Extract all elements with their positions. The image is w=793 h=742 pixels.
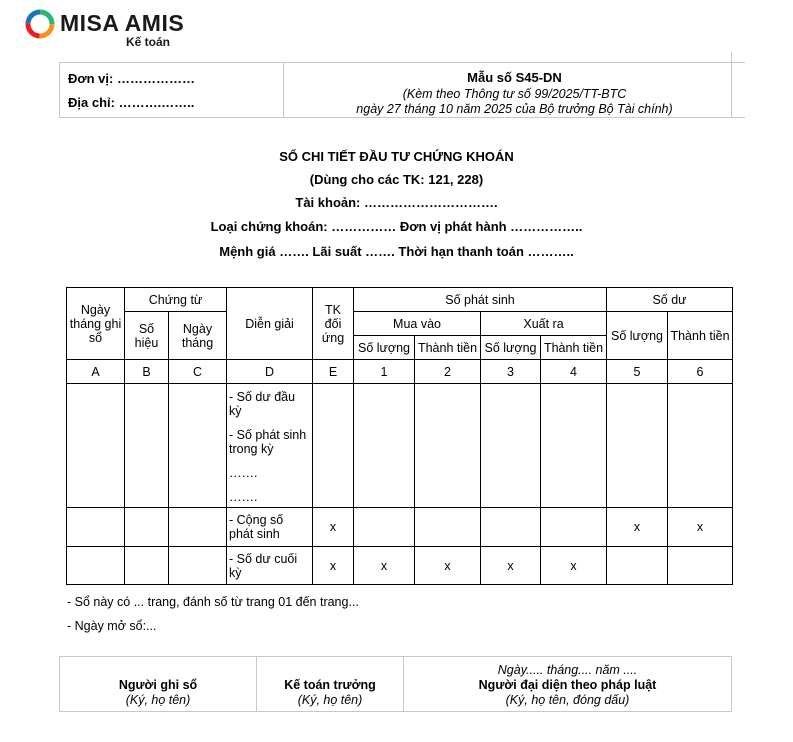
header-balance-qty: Số lượng [607, 312, 668, 360]
column-code: 1 [354, 360, 415, 384]
signature-date-line: Ngày..... tháng.... năm .... [497, 663, 638, 677]
opening-balance-label: - Số dư đầu kỳ [229, 390, 296, 418]
circular-date: ngày 27 tháng 10 năm 2025 của Bộ trưởng Bộ Tài chính) [356, 102, 673, 116]
signature-table [59, 656, 732, 712]
header-voucher-date: Ngày tháng [169, 312, 227, 360]
form-number: Mẫu số S45-DN [467, 70, 562, 85]
cell-mark: x [354, 547, 415, 585]
header-buy-amount: Thành tiền [415, 336, 481, 360]
cell-mark: x [607, 508, 668, 547]
cell-mark: x [668, 508, 733, 547]
table-row [67, 384, 733, 508]
placeholder-dots: ……. [229, 490, 258, 504]
page-title: SỔ CHI TIẾT ĐẦU TƯ CHỨNG KHOÁN [279, 149, 514, 164]
cell-mark: x [313, 547, 354, 585]
chief-accountant-signature [257, 657, 404, 712]
closing-balance-label: - Số dư cuối kỳ [227, 547, 313, 585]
page-count-note: - Sổ này có ... trang, đánh số từ trang 01 đến trang... [67, 595, 359, 609]
par-value-line: Mệnh giá ……. Lãi suất ……. Thời hạn thanh toán ……….. [219, 244, 574, 259]
table-row [67, 508, 733, 547]
header-date: Ngày tháng ghi sổ [67, 288, 125, 360]
column-code: 5 [607, 360, 668, 384]
header-balance-amount: Thành tiền [668, 312, 733, 360]
column-code: 4 [541, 360, 607, 384]
account-line: Tài khoản: …………………………. [295, 195, 498, 210]
header-contra-account: TK đối ứng [313, 288, 354, 360]
preparer-note: (Ký, họ tên) [125, 693, 191, 707]
header-voucher: Chứng từ [125, 288, 227, 312]
security-type-line: Loại chứng khoán: …………… Đơn vị phát hành …………….. [210, 219, 583, 234]
header-buy: Mua vào [354, 312, 481, 336]
header-voucher-number: Số hiệu [125, 312, 169, 360]
legal-rep-signature [404, 657, 732, 712]
cell-mark: x [415, 547, 481, 585]
circular-reference: (Kèm theo Thông tư số 99/2025/TT-BTC [402, 87, 627, 101]
chief-accountant-title: Kế toán trưởng [284, 678, 376, 692]
header-sell: Xuất ra [481, 312, 607, 336]
column-code: A [67, 360, 125, 384]
header-balance: Số dư [607, 288, 733, 312]
cell-mark: x [481, 547, 541, 585]
page-subtitle: (Dùng cho các TK: 121, 228) [309, 172, 484, 187]
description-cell [227, 384, 313, 508]
table-row [67, 547, 733, 585]
header-sell-amount: Thành tiền [541, 336, 607, 360]
column-code: 6 [668, 360, 733, 384]
column-code: 3 [481, 360, 541, 384]
header-arising: Số phát sinh [354, 288, 607, 312]
legal-rep-title: Người đại diện theo pháp luật [478, 678, 657, 692]
total-arising-label: - Cộng số phát sinh [227, 508, 313, 547]
legal-rep-note: (Ký, họ tên, đóng dấu) [505, 693, 630, 707]
chief-accountant-note: (Ký, họ tên) [297, 693, 363, 707]
arising-label: - Số phát sinh trong kỳ [229, 428, 307, 456]
header-sell-qty: Số lượng [481, 336, 541, 360]
cell-mark: x [313, 508, 354, 547]
placeholder-dots: ……. [229, 466, 258, 480]
column-code-row [67, 360, 733, 384]
misa-logo-icon [24, 8, 56, 40]
preparer-title: Người ghi sổ [118, 678, 198, 692]
column-code: D [227, 360, 313, 384]
header-description: Diễn giải [227, 288, 313, 360]
open-date-note: - Ngày mở sổ:... [67, 619, 157, 633]
ledger-table [66, 287, 733, 585]
cell-mark: x [541, 547, 607, 585]
column-code: 2 [415, 360, 481, 384]
column-code: B [125, 360, 169, 384]
column-code: E [313, 360, 354, 384]
brand-name: MISA AMIS [60, 10, 185, 36]
preparer-signature [60, 657, 257, 712]
column-code: C [169, 360, 227, 384]
address-field: Địa chỉ: ……….…….. [68, 95, 195, 110]
brand-subtitle: Kế toán [126, 35, 171, 49]
unit-field: Đơn vị: ……………… [68, 71, 195, 86]
header-buy-qty: Số lượng [354, 336, 415, 360]
